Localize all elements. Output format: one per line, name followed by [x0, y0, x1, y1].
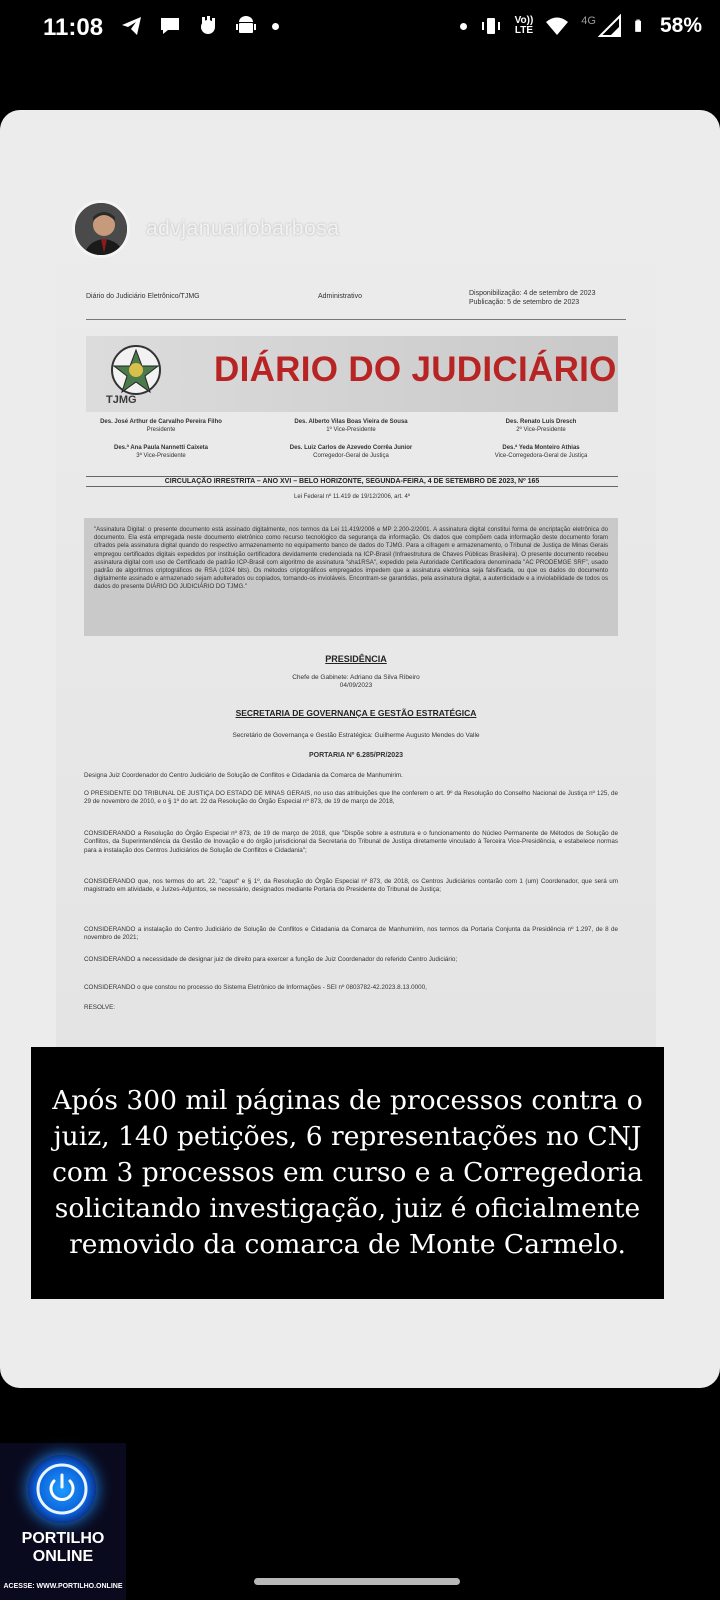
divider [86, 319, 626, 320]
telegram-icon [120, 14, 144, 38]
paragraph-considerando-2: CONSIDERANDO que, nos termos do art. 22, "caput" e § 1º, da Resolução do Órgão Especial nº 873, de 2018, os Centros Judiciários contarão com 1 (um) Coordenador, que será um magistrado em atividade, e Juízes-Adjuntos, se necessário, designados mediante Portaria do Presidente do Tribunal de Justiça; [84, 878, 618, 894]
signal-icon [598, 14, 622, 38]
official-5: Des. Luiz Carlos de Azevedo Corrêa Junior Corregedor-Geral de Justiça [289, 445, 413, 459]
official-2: Des. Alberto Vilas Boas Vieira de Sousa 1º Vice-Presidente [294, 419, 408, 433]
chefe-line2: 04/09/2023 [339, 682, 373, 689]
battery-icon [634, 14, 648, 38]
digital-signature-notice: "Assinatura Digital: o presente documento está assinado digitalmente, nos termos da Lei 11.419/2006 e MP 2.200-2/2001. A assinatura digital constitui forma de encriptação eletrônica do documento. Ela está empregada neste documento eletrônico como recurso tecnológico da segurança da informação. Os dados que compõem cada informação deste documento foram cifrados pela assinatura digital quando do respectivo armazenamento no equipamento banco de dados do TJMG. Para a cifragem e armazenamento, o Tribunal de Justiça de Minas Gerais empregou certificados digitais expedidos por instituição certificadora devidamente credenciada na ICP-Brasil (Infraestrutura de Chaves Públicas Brasileira). O presente documento recebeu assinatura digital com uso de Certificado de padrão ICP-Brasil com algoritmo de assinatura "sha1RSA", expedido pela Autoridade Certificadora denominada "AC PRODEMGE SRF", usado padrão de algoritmos criptográficos de RSA (1024 bits). Os métodos criptográficos empregados impedem que a assinatura eletrônica seja falsificada, ou que os dados do documento digitalmente assinado e armazenado sejam adulterados ou copiados, tornando-os invioláveis. Encontram-se garantidas, pela assinatura digital, a autenticidade e a inviolabilidade de todos os dados do presente DIÁRIO DO JUDICIÁRIO DO TJMG." [84, 518, 618, 636]
circulation-line: CIRCULAÇÃO IRRESTRITA – ANO XVI – BELO HORIZONTE, SEGUNDA-FEIRA, 4 DE SETEMBRO DE 2023, Nº 165 [86, 476, 618, 487]
paragraph-considerando-3: CONSIDERANDO a instalação do Centro Judiciário de Solução de Conflitos e Cidadania da Comarca de Manhumirim, nos termos da Portaria Conjunta da Presidência nº 1.297, de 8 de novembro de 2021; [84, 926, 618, 942]
notification-icons [120, 14, 279, 38]
paragraph-presidente: O PRESIDENTE DO TRIBUNAL DE JUSTIÇA DO ESTADO DE MINAS GERAIS, no uso das atribuições que lhe conferem o art. 9º da Resolução do Conselho Nacional de Justiça nº 125, de 29 de novembro de 2010, e o § 1º do art. 22 da Resolução do Órgão Especial nº 873, de 19 de março de 2018, [84, 790, 618, 806]
secretaria-heading: SECRETARIA DE GOVERNANÇA E GESTÃO ESTRATÉGICA [235, 708, 477, 718]
paragraph-considerando-1: CONSIDERANDO a Resolução do Órgão Especial nº 873, de 19 de março de 2018, que "Dispõe sobre a estrutura e o funcionamento do Núcleo Permanente de Métodos de Solução de Conflitos, da Superintendência da Gestão de Inovação e do órgão jurisdicional da Secretaria do Tribunal de Justiça diretamente vinculado à Terceira Vice-Presidência, e estabelece normas para a instalação dos Centros Judiciários de Solução de Conflitos e Cidadania"; [84, 830, 618, 854]
designa-paragraph: Designa Juiz Coordenador do Centro Judiciário de Solução de Conflitos e Cidadania da Comarca de Manhumirim. [84, 772, 403, 779]
tjmg-label: TJMG [106, 394, 137, 406]
more-notifications-dot [272, 23, 279, 30]
network-type: 4G [581, 15, 596, 27]
resolve-label: RESOLVE: [84, 1004, 116, 1011]
paragraph-considerando-5: CONSIDERANDO o que constou no processo do Sistema Eletrônico de Informações - SEI nº 0803782-42.2023.8.13.0000, [84, 984, 427, 991]
meta-right-1: Disponibilização: 4 de setembro de 2023 [469, 290, 596, 297]
android-icon [234, 14, 258, 38]
avatar[interactable] [72, 200, 130, 258]
gesture-navigation-bar[interactable] [254, 1578, 460, 1585]
official-6: Des.ª Yeda Monteiro Athias Vice-Corregedora-Geral de Justiça [494, 445, 588, 459]
caption-text: Após 300 mil páginas de processos contra o juiz, 140 petições, 6 representações no CNJ com 3 processos em curso e a Corregedoria solicitando investigação, juiz é oficialmente removido da comarca de Monte Carmelo. [52, 1085, 643, 1260]
wifi-icon [545, 14, 569, 38]
presidencia-heading: PRESIDÊNCIA [325, 654, 387, 664]
volte-line2: LTE [514, 25, 533, 36]
chat-bubble-icon [158, 14, 182, 38]
person-icon [75, 203, 130, 258]
username[interactable]: advjanuariobarbosa [146, 217, 340, 240]
logo-site: ACESSE: WWW.PORTILHO.ONLINE [3, 1583, 123, 1590]
official-3: Des. Renato Luís Dresch 2º Vice-Presidente [505, 419, 577, 433]
portilho-online-logo [0, 1443, 126, 1600]
official-1: Des. José Arthur de Carvalho Pereira Filho Presidente [100, 419, 222, 433]
meta-right [469, 289, 595, 307]
logo-name-line1: PORTILHO [21, 1530, 105, 1547]
logo-name-line2: ONLINE [32, 1548, 94, 1565]
volte-line1: Vo)) [514, 15, 534, 26]
diario-title: DIÁRIO DO JUDICIÁRIO [214, 350, 617, 389]
chefe-gabinete [56, 674, 656, 690]
profile-header[interactable] [72, 200, 339, 258]
paragraph-considerando-4: CONSIDERANDO a necessidade de designar juiz de direito para exercer a função de Juiz Coordenador do referido Centro Judiciário; [84, 956, 458, 963]
document-image [56, 184, 656, 1164]
meta-right-2: Publicação: 5 de setembro de 2023 [469, 299, 580, 306]
official-4: Des.ª Ana Paula Nannetti Caixeta 3ª Vice-Presidente [113, 445, 209, 459]
battery-percent: 58% [659, 14, 702, 37]
portaria-number: PORTARIA Nº 6.285/PR/2023 [309, 752, 403, 759]
power-icon [28, 1455, 96, 1523]
caption-overlay [31, 1047, 664, 1299]
clock: 11:08 [43, 14, 104, 41]
chefe-line1: Chefe de Gabinete: Adriano da Silva Ribeiro [292, 674, 420, 681]
story-card[interactable] [0, 110, 720, 1388]
status-bar [0, 0, 720, 58]
hand-icon [196, 14, 220, 38]
secretario: Secretário de Governança e Gestão Estratégica: Guilherme Augusto Mendes do Valle [232, 732, 480, 739]
system-icons [460, 14, 702, 38]
meta-center: Administrativo [318, 293, 362, 300]
law-reference: Lei Federal nº 11.419 de 19/12/2006, art. 4º [293, 494, 411, 500]
diario-banner [86, 336, 618, 412]
indicator-dot [460, 23, 467, 30]
volte-icon [515, 16, 534, 36]
meta-left: Diário do Judiciário Eletrônico/TJMG [86, 293, 200, 300]
vibrate-icon [479, 14, 503, 38]
